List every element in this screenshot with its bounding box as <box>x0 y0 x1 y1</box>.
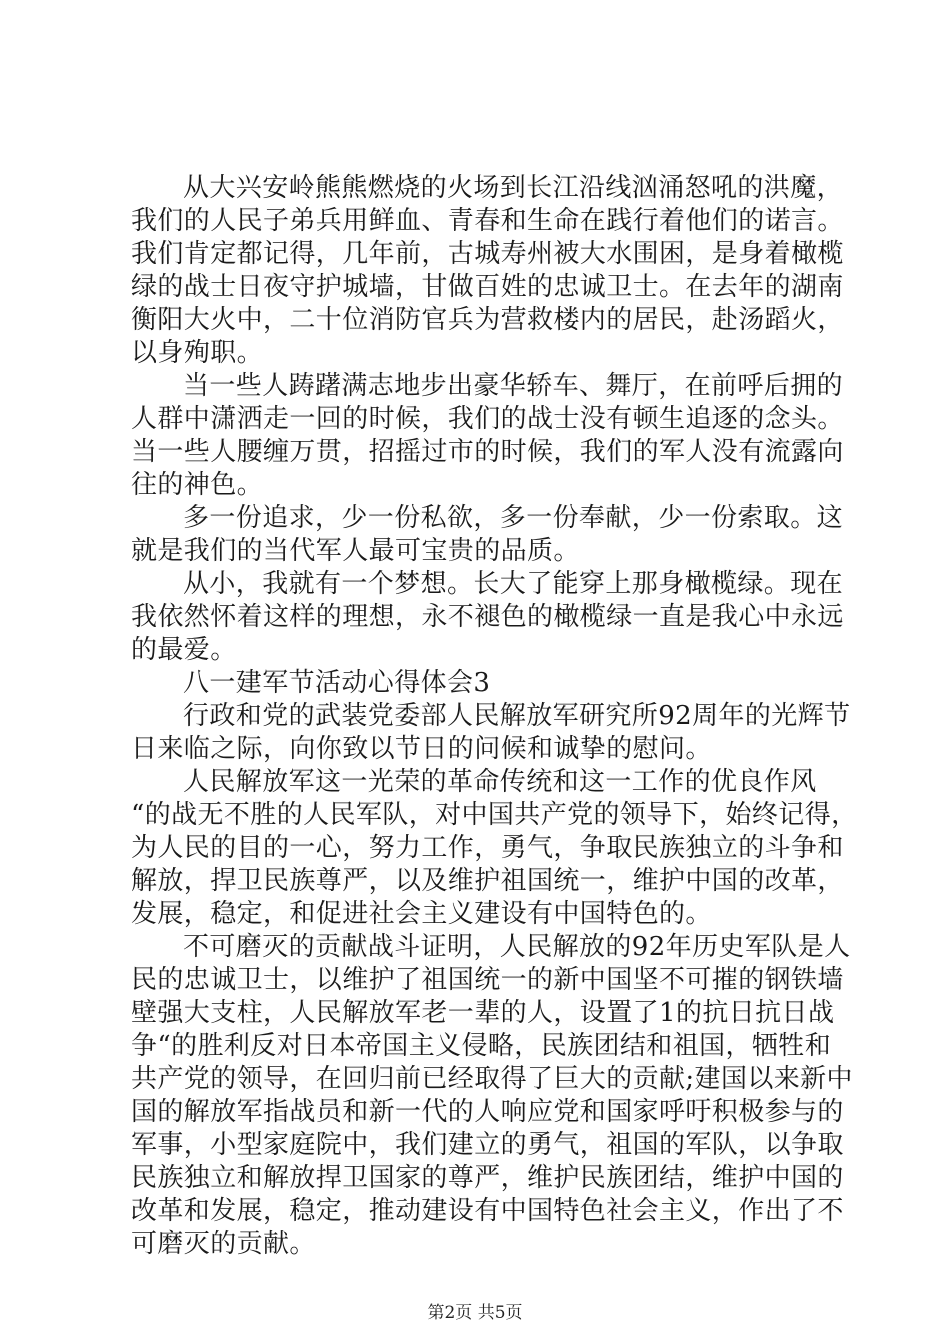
text-line-33: 可磨灭的贡献。 <box>131 1229 316 1259</box>
text-line-21: 为人民的目的一心，努力工作，勇气，争取民族独立的斗争和 <box>131 833 844 863</box>
text-line-8: 人群中潇洒走一回的时候，我们的战士没有顿生追逐的念头。 <box>131 404 844 434</box>
text-line-12: 就是我们的当代军人最可宝贵的品质。 <box>131 536 580 566</box>
text-line-2: 我们的人民子弟兵用鲜血、青春和生命在践行着他们的诺言。 <box>131 206 844 236</box>
text-line-17: 行政和党的武装党委部人民解放军研究所92周年的光辉节 <box>183 701 851 731</box>
text-line-30: 军事，小型家庭院中，我们建立的勇气，祖国的军队，以争取 <box>131 1130 844 1160</box>
text-line-10: 往的神色。 <box>131 470 264 500</box>
text-line-28: 共产党的领导，在回归前已经取得了巨大的贡献;建国以来新中 <box>131 1064 853 1094</box>
page-number: 第2页 共5页 <box>427 1303 523 1323</box>
text-line-32: 改革和发展，稳定，推动建设有中国特色社会主义，作出了不 <box>131 1196 844 1226</box>
text-line-9: 当一些人腰缠万贯，招摇过市的时候，我们的军人没有流露向 <box>131 437 844 467</box>
text-line-14: 我依然怀着这样的理想，永不褪色的橄榄绿一直是我心中永远 <box>131 602 844 632</box>
text-line-27: 争“的胜利反对日本帝国主义侵略，民族团结和祖国，牺牲和 <box>131 1031 832 1061</box>
text-line-15: 的最爱。 <box>131 635 237 665</box>
text-line-3: 我们肯定都记得，几年前，古城寿州被大水围困，是身着橄榄 <box>131 239 844 269</box>
text-line-19: 人民解放军这一光荣的革命传统和这一工作的优良作风 <box>183 767 817 797</box>
text-line-25: 民的忠诚卫士，以维护了祖国统一的新中国坚不可摧的钢铁墙 <box>131 965 844 995</box>
text-line-22: 解放，捍卫民族尊严，以及维护祖国统一，维护中国的改革， <box>131 866 844 896</box>
text-line-23: 发展，稳定，和促进社会主义建设有中国特色的。 <box>131 899 712 929</box>
text-line-1: 从大兴安岭熊熊燃烧的火场到长江沿线汹涌怒吼的洪魔， <box>183 173 844 203</box>
text-line-26: 壁强大支柱，人民解放军老一辈的人，设置了1的抗日抗日战 <box>131 998 835 1028</box>
text-line-4: 绿的战士日夜守护城墙，甘做百姓的忠诚卫士。在去年的湖南 <box>131 272 844 302</box>
text-line-5: 衡阳大火中，二十位消防官兵为营救楼内的居民，赴汤蹈火， <box>131 305 844 335</box>
text-line-11: 多一份追求，少一份私欲，多一份奉献，少一份索取。这 <box>183 503 844 533</box>
section-heading: 八一建军节活动心得体会3 <box>183 668 491 698</box>
text-line-31: 民族独立和解放捍卫国家的尊严，维护民族团结，维护中国的 <box>131 1163 844 1193</box>
text-line-29: 国的解放军指战员和新一代的人响应党和国家呼吁积极参与的 <box>131 1097 844 1127</box>
text-line-20: “的战无不胜的人民军队，对中国共产党的领导下，始终记得， <box>131 800 858 830</box>
text-line-13: 从小，我就有一个梦想。长大了能穿上那身橄榄绿。现在 <box>183 569 844 599</box>
text-line-6: 以身殉职。 <box>131 338 264 368</box>
text-line-7: 当一些人踌躇满志地步出豪华轿车、舞厅，在前呼后拥的 <box>183 371 844 401</box>
text-line-18: 日来临之际，向你致以节日的问候和诚挚的慰问。 <box>131 734 712 764</box>
text-line-24: 不可磨灭的贡献战斗证明，人民解放的92年历史军队是人 <box>183 932 851 962</box>
